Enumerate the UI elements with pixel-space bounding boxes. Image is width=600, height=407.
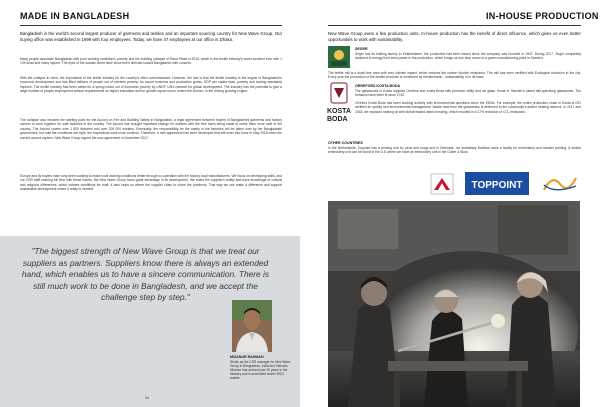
svg-text:BODA: BODA xyxy=(327,116,348,123)
left-section-title: MADE IN BANGLADESH xyxy=(20,11,130,21)
left-title-rule xyxy=(20,25,282,26)
right-lead-paragraph: New Wave Group owns a few production units. In-house production has the benefit of direct influence, which gives us even better opportunities to work with sustainability. xyxy=(328,31,581,42)
toppoint-logo-text: TOPPOINT xyxy=(471,180,523,191)
factory-workers-photo xyxy=(328,201,580,407)
dahetra-logo xyxy=(540,172,580,195)
portrait-photo xyxy=(232,300,272,352)
seger-extra-text: The textile mill is a fossil-free area with zero climate impact, which reduces the carbon dioxide emissions. The mill has been certified with Ecological reduction in the city. Every year the production of the knitted products is monitored by Kristinehamn - sustainability in in its base. xyxy=(328,71,581,80)
orrefors-heading: ORREFORS KOSTA BODA xyxy=(355,84,401,88)
seger-heading: SEGER xyxy=(355,47,368,51)
left-paragraph-2: With the collapse in mind, the importance of the textile industry for the country's often overshadowed. However, the fact is that the textile industry is the engine in Bangladesh's economic development and has lifted millions of people out of extreme poverty. As export business and production grows, GDP per capita rises, poverty and lacking standards improve. The textile industry has been called for a spring board out of economic poverty by UNDP. UN's network for global development. The industry has the potential to give a large number of people employment without requirements on higher education and for gender equal norms, where the women, is the driving growing engine. xyxy=(20,76,282,94)
orrefors-logo xyxy=(328,82,350,104)
left-lead-paragraph: Bangladesh is the world's second largest producer of garments and textiles and an important sourcing country for New Wave Group. Our buying office was established in 1999 with four employees. Today, we have 47 employees at our office in Dhaka. xyxy=(20,31,282,42)
page-number: 34 xyxy=(145,396,149,400)
seger-text: Seger has its knitting factory in Kristinehamn; the production has been based since the company was founded in 1947. During 2017, Seger completely switched to energy from wind power in the production, which brings us one step closer to a green manufacturing plant in Sweden. xyxy=(355,52,581,61)
cutter-buck-logo xyxy=(430,173,454,195)
right-title-rule xyxy=(328,25,581,26)
kosta-boda-logo xyxy=(326,105,352,123)
svg-text:KOSTA: KOSTA xyxy=(327,108,351,115)
seger-logo xyxy=(328,46,350,68)
orrefors-text: The glassworks in Kosta supplies Orrefors and Kosta Boda with premium utility and art glass. Kosta is Sweden's oldest still-operating glassworks. The furnaces have been lit since 1742. xyxy=(355,89,581,98)
other-countries-text: In the Netherlands, Toppoint has a printing unit for pens and mugs and in Denmark, our subsidiary Dahetra owns a facility for embroidery and transfer printing. A similar embroidery unit can be found in the U.S where we have an embroidery unit in the Cutter & Buck. xyxy=(328,146,581,155)
orrefors-text-2: Orrefors Kosta Boda has been working actively with environmental questions since the 1990s. For example, the entire production chain in Kosta is ISO certified for quality and environmental management. Waste heat from the glassworks is delivered to the community's district heating network. In 2017 and 2018, we replaced heating oil with biofuel based district heating, which resulted in a 17% reduction of CO₂ emissions. xyxy=(355,101,581,114)
right-section-title: IN-HOUSE PRODUCTION xyxy=(486,11,599,21)
left-paragraph-3: The collapse also became the starting point for the Accord on Fire and Building Safety in Bangladesh, a legal agreement between buyers of Bangladeshi garments and factory owners to work together for safe factories in the country. The Accord has brought important change for workers with the tree harm being made to make them more safe in the country. The Accord covers over 1 600 factories and over 200 000 workers. Eventually, the responsibility for the safety in the factories will be taken over by the Bangladeshi government, but until the conditions are right, the inspections work must continue. Therefore, a new agreement has been developed that will enter into force in May 2018 when the current accord expires. New Wave Group signed the new agreement in November 2017. xyxy=(20,118,282,140)
left-paragraph-1: Many people associate Bangladesh with poor working conditions, poverty and the building collapse of Rana Plaza in 2013, which is the textile industry's worst accident ever with 1 129 dead and many injured. The eyes of the outside world have since been directed toward Bangladesh with concern. xyxy=(20,57,282,66)
left-paragraph-4: Europe and its buyers have long been working to make local working conditions better through co-operation with the factory local manufacturers. We focus on developing skills, and our CSR staff working full time with these issues, the New Wave Group focus great advantage in its development. We share the supplier's reality and have knowledge of cultural and religious differences, which creates conditions for trust. It also helps us where the supplier chain to share the problems. That way we can make a difference and support sustainable development where it really is needed. xyxy=(20,174,283,192)
pull-quote: "The biggest strength of New Wave Group is that we treat our suppliers as partners. Suppliers know there is always an extended hand, which enables us to have a sincere communication. There is still much work to be done in Bangladesh, and we accept the challenge step by step." xyxy=(21,246,270,303)
person-caption: Works as the CSR manager for New Wave Group in Bangladesh, India and Vietnam. Mizanur has worked over 20 years in the industry and is accredited amfori BSCI-auditor. xyxy=(230,360,291,380)
other-countries-heading: OTHER COUNTRIES xyxy=(328,141,363,145)
person-name: MIZANUR RAHMAN xyxy=(230,355,264,359)
toppoint-logo xyxy=(465,172,529,195)
